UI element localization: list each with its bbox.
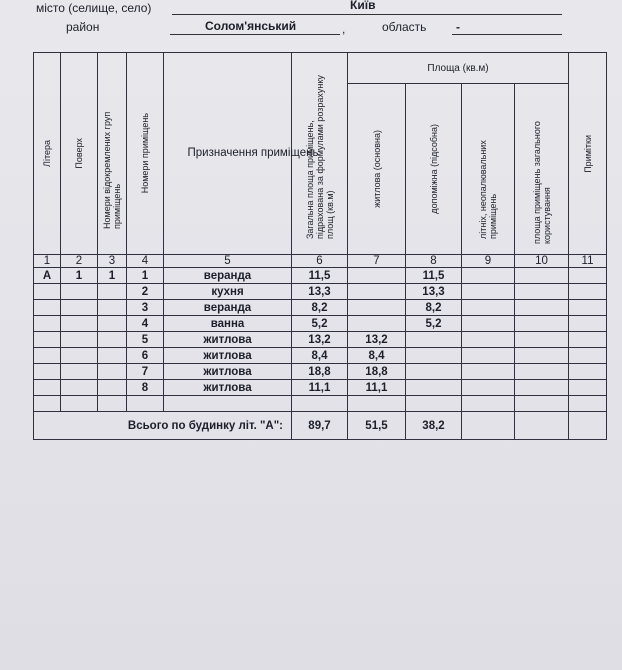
cell-empty (515, 348, 569, 364)
cell-group (98, 348, 127, 364)
cell-main: 8,4 (348, 348, 406, 364)
cell-empty (569, 300, 607, 316)
cell-empty (569, 316, 607, 332)
col-num: 6 (292, 255, 348, 268)
total-label: Всього по будинку літ. "А": (34, 412, 292, 440)
region-value: - (456, 20, 460, 34)
cell-empty (569, 332, 607, 348)
premises-table (33, 52, 607, 440)
cell-group (98, 364, 127, 380)
cell-lit (34, 380, 61, 396)
cell-group: 1 (98, 268, 127, 284)
cell-total: 13,2 (292, 332, 348, 348)
cell-floor (61, 348, 98, 364)
cell-main (348, 268, 406, 284)
cell-floor (61, 316, 98, 332)
cell-lit (34, 284, 61, 300)
cell-num: 4 (127, 316, 164, 332)
cell-empty (515, 316, 569, 332)
col-header-main: житлова (основна) (348, 84, 406, 255)
table-row (34, 268, 607, 284)
col-header-total-area: Загальна площа приміщень, підрахована за формулами розрахунку площ (кв.м) (292, 53, 348, 255)
cell-lit (34, 332, 61, 348)
cell-empty (462, 332, 515, 348)
cell-empty (515, 300, 569, 316)
col-num: 10 (515, 255, 569, 268)
cell-empty (569, 348, 607, 364)
cell-aux (406, 332, 462, 348)
region-label: область (382, 20, 427, 34)
region-line (452, 34, 562, 35)
cell-purpose: житлова (164, 348, 292, 364)
col-header-purpose: Призначення приміщень (164, 53, 292, 255)
cell-floor (61, 332, 98, 348)
cell-lit (34, 316, 61, 332)
city-value: Київ (350, 0, 376, 12)
cell-purpose: веранда (164, 300, 292, 316)
cell-lit (34, 364, 61, 380)
cell-empty (462, 268, 515, 284)
cell-main (348, 316, 406, 332)
cell-floor (61, 364, 98, 380)
cell-main: 13,2 (348, 332, 406, 348)
cell-group (98, 316, 127, 332)
cell-purpose: житлова (164, 364, 292, 380)
cell-aux: 8,2 (406, 300, 462, 316)
area-group-header: Площа (кв.м) (348, 53, 569, 84)
table-row (34, 364, 607, 380)
cell-purpose: житлова (164, 332, 292, 348)
cell-lit (34, 348, 61, 364)
cell-empty (569, 284, 607, 300)
cell-floor (61, 284, 98, 300)
col-num: 1 (34, 255, 61, 268)
cell-group (98, 284, 127, 300)
col-header-room-num: Номери приміщень (127, 53, 164, 255)
col-num: 11 (569, 255, 607, 268)
cell-aux (406, 380, 462, 396)
cell-empty (462, 380, 515, 396)
cell-aux (406, 364, 462, 380)
cell-aux (406, 348, 462, 364)
cell-aux: 5,2 (406, 316, 462, 332)
cell-group (98, 380, 127, 396)
cell-empty (462, 364, 515, 380)
district-label: район (66, 20, 100, 34)
col-header-summer: літніх, неопалювальних приміщень (462, 84, 515, 255)
cell-empty (515, 332, 569, 348)
table-row (34, 348, 607, 364)
comma-separator: , (342, 22, 346, 36)
cell-empty (569, 380, 607, 396)
district-value: Солом'янський (205, 19, 297, 33)
cell-num: 8 (127, 380, 164, 396)
table-row (34, 332, 607, 348)
col-num: 3 (98, 255, 127, 268)
cell-total: 11,1 (292, 380, 348, 396)
cell-floor (61, 380, 98, 396)
column-number-row (34, 255, 607, 268)
cell-empty (462, 348, 515, 364)
cell-total: 13,3 (292, 284, 348, 300)
cell-purpose: веранда (164, 268, 292, 284)
cell-total: 11,5 (292, 268, 348, 284)
cell-group (98, 300, 127, 316)
city-label: місто (селище, село) (36, 1, 152, 15)
cell-empty (462, 300, 515, 316)
cell-main (348, 300, 406, 316)
table-row (34, 316, 607, 332)
cell-empty (515, 268, 569, 284)
cell-num: 1 (127, 268, 164, 284)
cell-total: 5,2 (292, 316, 348, 332)
col-num: 4 (127, 255, 164, 268)
total-aux: 38,2 (406, 412, 462, 440)
col-header-group: Номери відокремлених груп приміщень (98, 53, 127, 255)
district-line (170, 34, 340, 35)
cell-main: 11,1 (348, 380, 406, 396)
col-num: 2 (61, 255, 98, 268)
cell-group (98, 332, 127, 348)
cell-total: 8,2 (292, 300, 348, 316)
col-num: 5 (164, 255, 292, 268)
cell-empty (515, 284, 569, 300)
total-row (34, 412, 607, 440)
col-header-litera: Літера (34, 53, 61, 255)
cell-empty (462, 284, 515, 300)
cell-aux: 13,3 (406, 284, 462, 300)
col-num: 8 (406, 255, 462, 268)
col-header-common: площа приміщень загального користування (515, 84, 569, 255)
cell-empty (462, 316, 515, 332)
cell-main: 18,8 (348, 364, 406, 380)
cell-num: 2 (127, 284, 164, 300)
cell-floor (61, 300, 98, 316)
cell-empty (515, 364, 569, 380)
cell-purpose: ванна (164, 316, 292, 332)
cell-num: 6 (127, 348, 164, 364)
table-row (34, 300, 607, 316)
cell-num: 7 (127, 364, 164, 380)
cell-total: 8,4 (292, 348, 348, 364)
table-row (34, 380, 607, 396)
cell-num: 3 (127, 300, 164, 316)
cell-aux: 11,5 (406, 268, 462, 284)
city-line (172, 14, 562, 15)
col-num: 9 (462, 255, 515, 268)
cell-empty (515, 380, 569, 396)
col-header-floor: Поверх (61, 53, 98, 255)
col-header-aux: допоміжна (підсобна) (406, 84, 462, 255)
cell-purpose: житлова (164, 380, 292, 396)
total-all: 89,7 (292, 412, 348, 440)
cell-lit: А (34, 268, 61, 284)
cell-purpose: кухня (164, 284, 292, 300)
cell-lit (34, 300, 61, 316)
table-row (34, 284, 607, 300)
cell-total: 18,8 (292, 364, 348, 380)
col-num: 7 (348, 255, 406, 268)
table-row-empty (34, 396, 607, 412)
col-header-notes: Примітки (569, 53, 607, 255)
cell-floor: 1 (61, 268, 98, 284)
total-main: 51,5 (348, 412, 406, 440)
cell-main (348, 284, 406, 300)
cell-empty (569, 364, 607, 380)
cell-empty (569, 268, 607, 284)
cell-num: 5 (127, 332, 164, 348)
